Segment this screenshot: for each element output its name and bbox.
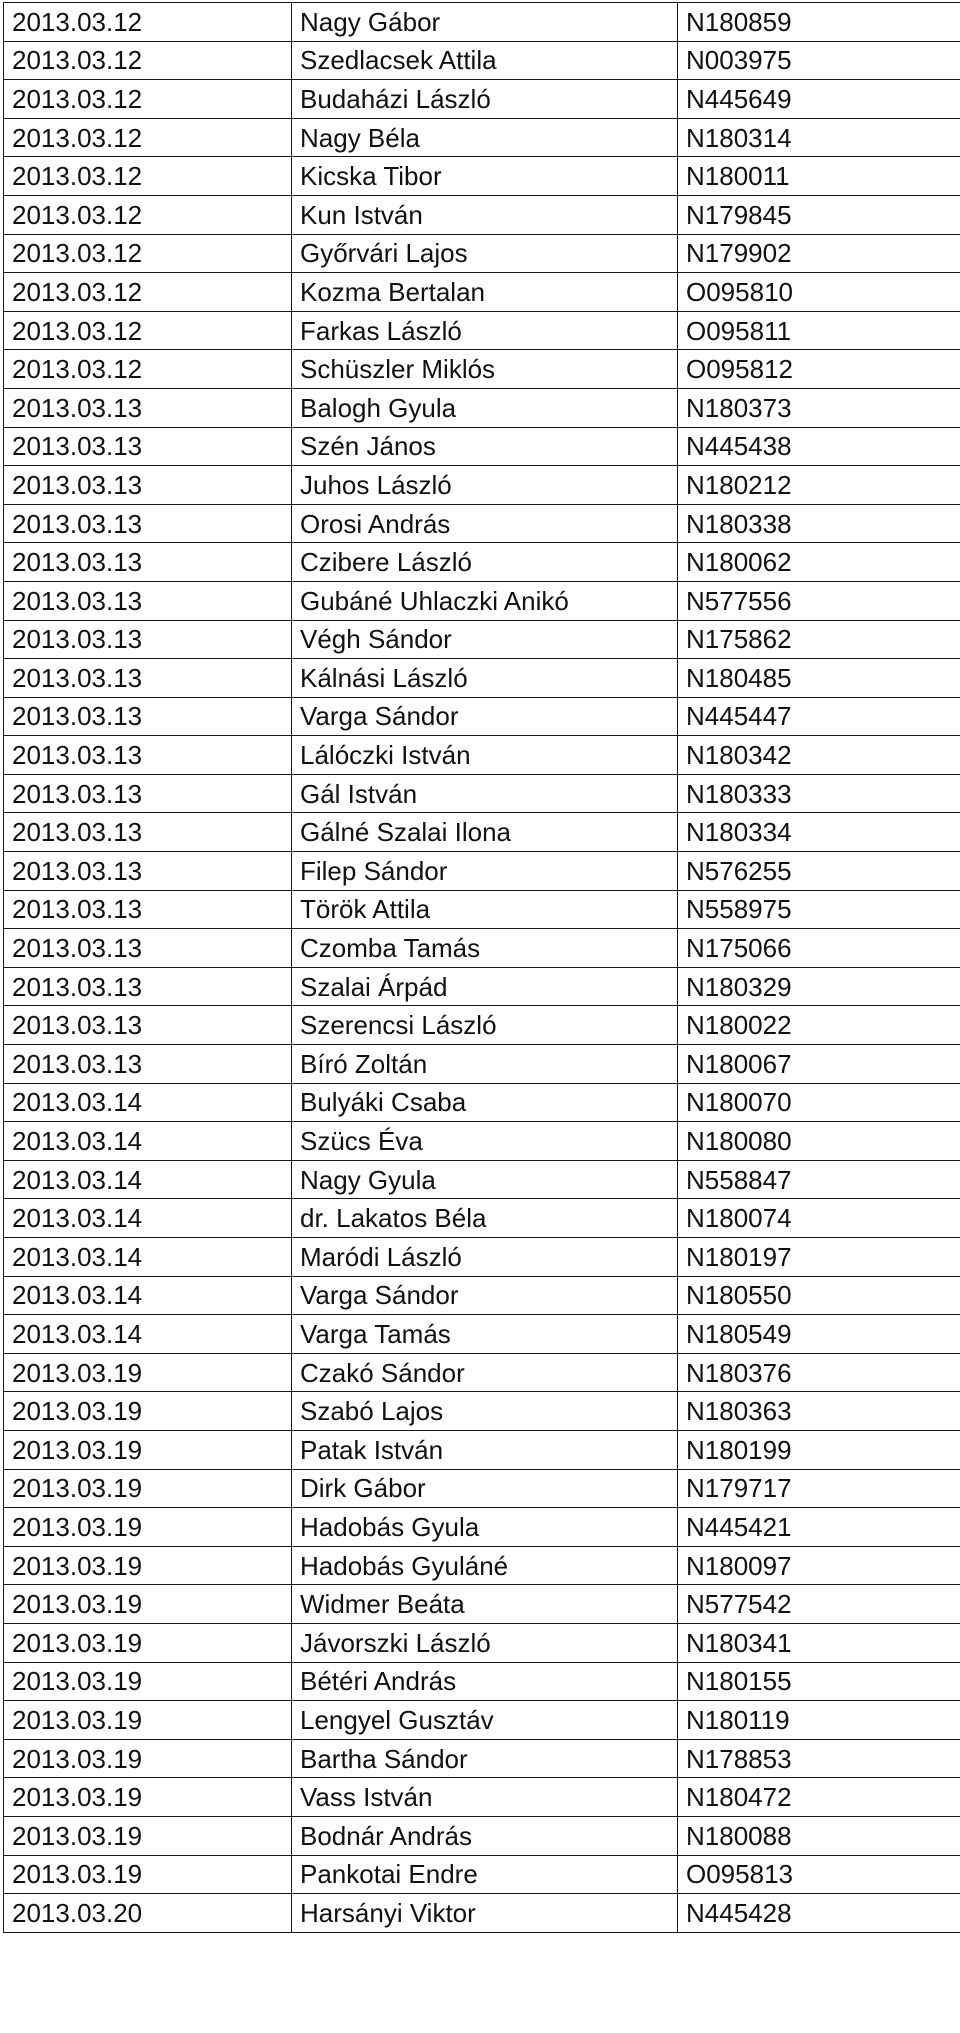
code-cell: N445649 bbox=[678, 80, 960, 119]
code-cell: N445438 bbox=[678, 427, 960, 466]
code-cell: N577542 bbox=[678, 1585, 960, 1624]
code-cell: N180067 bbox=[678, 1045, 960, 1084]
table-row bbox=[4, 697, 960, 736]
name-cell: Bétéri András bbox=[292, 1662, 678, 1701]
date-cell: 2013.03.13 bbox=[4, 967, 292, 1006]
name-cell: Budaházi László bbox=[292, 80, 678, 119]
code-cell: N180155 bbox=[678, 1662, 960, 1701]
code-cell: N180011 bbox=[678, 157, 960, 196]
table-row bbox=[4, 1778, 960, 1817]
table-row bbox=[4, 1238, 960, 1277]
date-cell: 2013.03.19 bbox=[4, 1585, 292, 1624]
code-cell: N180472 bbox=[678, 1778, 960, 1817]
table-row bbox=[4, 1816, 960, 1855]
date-cell: 2013.03.19 bbox=[4, 1392, 292, 1431]
date-cell: 2013.03.14 bbox=[4, 1199, 292, 1238]
date-cell: 2013.03.12 bbox=[4, 118, 292, 157]
name-cell: Gubáné Uhlaczki Anikó bbox=[292, 581, 678, 620]
code-cell: N180062 bbox=[678, 543, 960, 582]
table-row bbox=[4, 620, 960, 659]
date-cell: 2013.03.19 bbox=[4, 1623, 292, 1662]
date-cell: 2013.03.19 bbox=[4, 1778, 292, 1817]
date-cell: 2013.03.13 bbox=[4, 1006, 292, 1045]
date-cell: 2013.03.19 bbox=[4, 1430, 292, 1469]
table-row bbox=[4, 118, 960, 157]
date-cell: 2013.03.20 bbox=[4, 1894, 292, 1933]
name-cell: Vass István bbox=[292, 1778, 678, 1817]
records-table bbox=[3, 2, 960, 1933]
table-row bbox=[4, 3, 960, 42]
date-cell: 2013.03.13 bbox=[4, 659, 292, 698]
date-cell: 2013.03.19 bbox=[4, 1739, 292, 1778]
name-cell: Harsányi Viktor bbox=[292, 1894, 678, 1933]
code-cell: N180376 bbox=[678, 1353, 960, 1392]
table-row bbox=[4, 813, 960, 852]
name-cell: Lálóczki István bbox=[292, 736, 678, 775]
table-row bbox=[4, 1122, 960, 1161]
date-cell: 2013.03.13 bbox=[4, 620, 292, 659]
date-cell: 2013.03.13 bbox=[4, 929, 292, 968]
table-row bbox=[4, 1430, 960, 1469]
date-cell: 2013.03.12 bbox=[4, 234, 292, 273]
name-cell: Nagy Gábor bbox=[292, 3, 678, 42]
code-cell: N180859 bbox=[678, 3, 960, 42]
date-cell: 2013.03.12 bbox=[4, 273, 292, 312]
table-row bbox=[4, 1701, 960, 1740]
code-cell: N180329 bbox=[678, 967, 960, 1006]
name-cell: Bodnár András bbox=[292, 1816, 678, 1855]
table-row bbox=[4, 466, 960, 505]
name-cell: Farkas László bbox=[292, 311, 678, 350]
code-cell: O095813 bbox=[678, 1855, 960, 1894]
code-cell: N180550 bbox=[678, 1276, 960, 1315]
code-cell: N180334 bbox=[678, 813, 960, 852]
table-row bbox=[4, 1006, 960, 1045]
date-cell: 2013.03.13 bbox=[4, 697, 292, 736]
code-cell: N179717 bbox=[678, 1469, 960, 1508]
table-row bbox=[4, 1045, 960, 1084]
table-row bbox=[4, 195, 960, 234]
name-cell: Czakó Sándor bbox=[292, 1353, 678, 1392]
name-cell: Szücs Éva bbox=[292, 1122, 678, 1161]
name-cell: Widmer Beáta bbox=[292, 1585, 678, 1624]
table-row bbox=[4, 1276, 960, 1315]
date-cell: 2013.03.14 bbox=[4, 1276, 292, 1315]
date-cell: 2013.03.13 bbox=[4, 388, 292, 427]
code-cell: N180097 bbox=[678, 1546, 960, 1585]
name-cell: Győrvári Lajos bbox=[292, 234, 678, 273]
name-cell: Kicska Tibor bbox=[292, 157, 678, 196]
name-cell: Varga Sándor bbox=[292, 1276, 678, 1315]
code-cell: N180485 bbox=[678, 659, 960, 698]
table-row bbox=[4, 41, 960, 80]
name-cell: Varga Sándor bbox=[292, 697, 678, 736]
name-cell: Hadobás Gyuláné bbox=[292, 1546, 678, 1585]
table-row bbox=[4, 1894, 960, 1933]
date-cell: 2013.03.19 bbox=[4, 1469, 292, 1508]
table-row bbox=[4, 1623, 960, 1662]
code-cell: N577556 bbox=[678, 581, 960, 620]
table-row bbox=[4, 890, 960, 929]
name-cell: Hadobás Gyula bbox=[292, 1508, 678, 1547]
table-row bbox=[4, 774, 960, 813]
table-row bbox=[4, 234, 960, 273]
name-cell: dr. Lakatos Béla bbox=[292, 1199, 678, 1238]
name-cell: Balogh Gyula bbox=[292, 388, 678, 427]
name-cell: Schüszler Miklós bbox=[292, 350, 678, 389]
code-cell: N180197 bbox=[678, 1238, 960, 1277]
code-cell: N445428 bbox=[678, 1894, 960, 1933]
code-cell: N180341 bbox=[678, 1623, 960, 1662]
code-cell: N179902 bbox=[678, 234, 960, 273]
table-row bbox=[4, 1315, 960, 1354]
table-row bbox=[4, 736, 960, 775]
name-cell: Varga Tamás bbox=[292, 1315, 678, 1354]
code-cell: O095811 bbox=[678, 311, 960, 350]
name-cell: Jávorszki László bbox=[292, 1623, 678, 1662]
code-cell: N175066 bbox=[678, 929, 960, 968]
code-cell: N180314 bbox=[678, 118, 960, 157]
code-cell: N445421 bbox=[678, 1508, 960, 1547]
date-cell: 2013.03.19 bbox=[4, 1855, 292, 1894]
name-cell: Kozma Bertalan bbox=[292, 273, 678, 312]
code-cell: N180074 bbox=[678, 1199, 960, 1238]
code-cell: O095812 bbox=[678, 350, 960, 389]
name-cell: Juhos László bbox=[292, 466, 678, 505]
name-cell: Nagy Gyula bbox=[292, 1160, 678, 1199]
name-cell: Czibere László bbox=[292, 543, 678, 582]
table-row bbox=[4, 427, 960, 466]
name-cell: Szabó Lajos bbox=[292, 1392, 678, 1431]
code-cell: N180373 bbox=[678, 388, 960, 427]
code-cell: N445447 bbox=[678, 697, 960, 736]
table-row bbox=[4, 1469, 960, 1508]
table-row bbox=[4, 273, 960, 312]
records-table-body bbox=[4, 3, 960, 1933]
code-cell: N180088 bbox=[678, 1816, 960, 1855]
code-cell: N180199 bbox=[678, 1430, 960, 1469]
code-cell: N180212 bbox=[678, 466, 960, 505]
date-cell: 2013.03.12 bbox=[4, 195, 292, 234]
table-row bbox=[4, 543, 960, 582]
code-cell: N180022 bbox=[678, 1006, 960, 1045]
date-cell: 2013.03.19 bbox=[4, 1662, 292, 1701]
code-cell: N180080 bbox=[678, 1122, 960, 1161]
code-cell: N558975 bbox=[678, 890, 960, 929]
table-row bbox=[4, 350, 960, 389]
date-cell: 2013.03.13 bbox=[4, 581, 292, 620]
table-row bbox=[4, 1508, 960, 1547]
date-cell: 2013.03.12 bbox=[4, 311, 292, 350]
date-cell: 2013.03.12 bbox=[4, 350, 292, 389]
date-cell: 2013.03.13 bbox=[4, 504, 292, 543]
name-cell: Szén János bbox=[292, 427, 678, 466]
code-cell: N180363 bbox=[678, 1392, 960, 1431]
table-row bbox=[4, 929, 960, 968]
date-cell: 2013.03.19 bbox=[4, 1353, 292, 1392]
name-cell: Orosi András bbox=[292, 504, 678, 543]
code-cell: N558847 bbox=[678, 1160, 960, 1199]
table-row bbox=[4, 581, 960, 620]
code-cell: N178853 bbox=[678, 1739, 960, 1778]
code-cell: N179845 bbox=[678, 195, 960, 234]
date-cell: 2013.03.14 bbox=[4, 1122, 292, 1161]
code-cell: O095810 bbox=[678, 273, 960, 312]
table-row bbox=[4, 388, 960, 427]
table-row bbox=[4, 967, 960, 1006]
table-row bbox=[4, 1855, 960, 1894]
name-cell: Patak István bbox=[292, 1430, 678, 1469]
date-cell: 2013.03.12 bbox=[4, 80, 292, 119]
name-cell: Gál István bbox=[292, 774, 678, 813]
table-row bbox=[4, 1585, 960, 1624]
code-cell: N003975 bbox=[678, 41, 960, 80]
name-cell: Gálné Szalai Ilona bbox=[292, 813, 678, 852]
date-cell: 2013.03.14 bbox=[4, 1315, 292, 1354]
date-cell: 2013.03.12 bbox=[4, 3, 292, 42]
name-cell: Török Attila bbox=[292, 890, 678, 929]
code-cell: N576255 bbox=[678, 852, 960, 891]
date-cell: 2013.03.13 bbox=[4, 852, 292, 891]
table-row bbox=[4, 80, 960, 119]
date-cell: 2013.03.19 bbox=[4, 1701, 292, 1740]
name-cell: Dirk Gábor bbox=[292, 1469, 678, 1508]
date-cell: 2013.03.19 bbox=[4, 1816, 292, 1855]
table-row bbox=[4, 659, 960, 698]
date-cell: 2013.03.13 bbox=[4, 427, 292, 466]
table-row bbox=[4, 1353, 960, 1392]
name-cell: Filep Sándor bbox=[292, 852, 678, 891]
code-cell: N180119 bbox=[678, 1701, 960, 1740]
date-cell: 2013.03.19 bbox=[4, 1508, 292, 1547]
name-cell: Bíró Zoltán bbox=[292, 1045, 678, 1084]
date-cell: 2013.03.13 bbox=[4, 813, 292, 852]
name-cell: Pankotai Endre bbox=[292, 1855, 678, 1894]
table-row bbox=[4, 1546, 960, 1585]
name-cell: Szalai Árpád bbox=[292, 967, 678, 1006]
name-cell: Szedlacsek Attila bbox=[292, 41, 678, 80]
name-cell: Bartha Sándor bbox=[292, 1739, 678, 1778]
name-cell: Szerencsi László bbox=[292, 1006, 678, 1045]
date-cell: 2013.03.14 bbox=[4, 1160, 292, 1199]
date-cell: 2013.03.14 bbox=[4, 1083, 292, 1122]
name-cell: Kálnási László bbox=[292, 659, 678, 698]
date-cell: 2013.03.13 bbox=[4, 774, 292, 813]
name-cell: Bulyáki Csaba bbox=[292, 1083, 678, 1122]
code-cell: N180342 bbox=[678, 736, 960, 775]
table-row bbox=[4, 1083, 960, 1122]
date-cell: 2013.03.13 bbox=[4, 1045, 292, 1084]
date-cell: 2013.03.13 bbox=[4, 736, 292, 775]
name-cell: Maródi László bbox=[292, 1238, 678, 1277]
code-cell: N180549 bbox=[678, 1315, 960, 1354]
date-cell: 2013.03.14 bbox=[4, 1238, 292, 1277]
table-row bbox=[4, 1662, 960, 1701]
date-cell: 2013.03.19 bbox=[4, 1546, 292, 1585]
name-cell: Nagy Béla bbox=[292, 118, 678, 157]
date-cell: 2013.03.12 bbox=[4, 41, 292, 80]
date-cell: 2013.03.13 bbox=[4, 466, 292, 505]
name-cell: Végh Sándor bbox=[292, 620, 678, 659]
table-row bbox=[4, 504, 960, 543]
table-row bbox=[4, 1199, 960, 1238]
table-row bbox=[4, 852, 960, 891]
code-cell: N175862 bbox=[678, 620, 960, 659]
name-cell: Czomba Tamás bbox=[292, 929, 678, 968]
table-row bbox=[4, 1160, 960, 1199]
name-cell: Kun István bbox=[292, 195, 678, 234]
code-cell: N180333 bbox=[678, 774, 960, 813]
table-row bbox=[4, 1739, 960, 1778]
date-cell: 2013.03.13 bbox=[4, 890, 292, 929]
table-row bbox=[4, 157, 960, 196]
name-cell: Lengyel Gusztáv bbox=[292, 1701, 678, 1740]
code-cell: N180070 bbox=[678, 1083, 960, 1122]
table-row bbox=[4, 311, 960, 350]
table-row bbox=[4, 1392, 960, 1431]
code-cell: N180338 bbox=[678, 504, 960, 543]
date-cell: 2013.03.12 bbox=[4, 157, 292, 196]
date-cell: 2013.03.13 bbox=[4, 543, 292, 582]
